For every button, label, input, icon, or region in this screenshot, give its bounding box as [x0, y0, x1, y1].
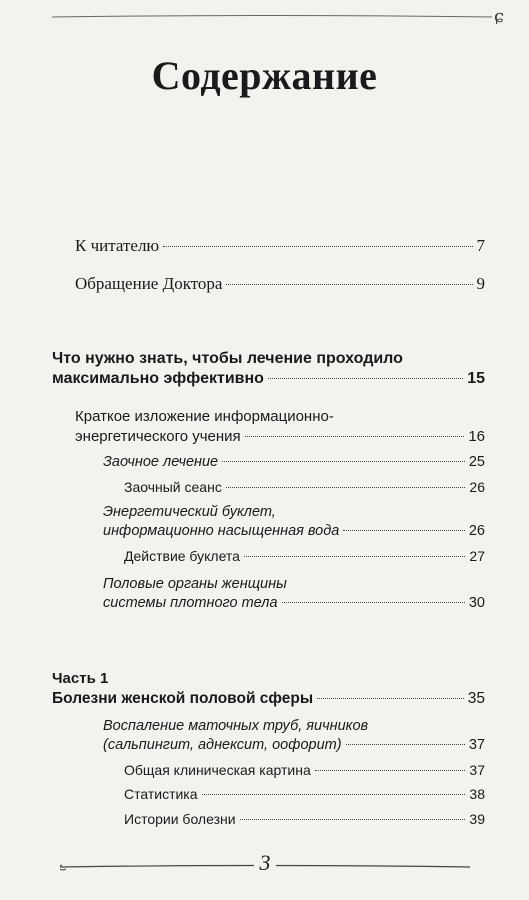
- toc-entry-organs[interactable]: [103, 595, 485, 611]
- leader-dots: [282, 602, 465, 603]
- toc-section-intro-line1[interactable]: Что нужно знать, чтобы лечение проходило: [52, 350, 403, 367]
- leader-dots: [315, 770, 466, 771]
- toc-entry-summary-line1[interactable]: Краткое изложение информационно-: [75, 408, 334, 425]
- toc-entry-doctor[interactable]: [75, 274, 485, 294]
- toc-entry-reader[interactable]: [75, 236, 485, 256]
- toc-entry-label: максимально эффективно: [52, 370, 264, 387]
- toc-entry-page: 25: [468, 454, 485, 470]
- toc-entry-label: Общая клиническая картина: [124, 762, 311, 778]
- toc-entry-remote-session[interactable]: [124, 479, 485, 495]
- toc-entry-label: Заочное лечение: [103, 454, 219, 470]
- toc-entry-clinical-picture[interactable]: [124, 762, 485, 778]
- leader-dots: [343, 530, 465, 531]
- toc-entry-page: 15: [467, 370, 485, 387]
- toc-entry-label: системы плотного тела: [103, 595, 278, 611]
- toc-entry-inflammation-line1[interactable]: Воспаление маточных труб, яичников: [103, 718, 369, 734]
- toc-entry-label: Заочный сеанс: [124, 479, 222, 495]
- toc-entry-page: 38: [469, 786, 485, 802]
- toc-entry-page: 9: [476, 274, 485, 293]
- toc-entry-label: К читателю: [75, 236, 160, 255]
- toc-part-1[interactable]: [52, 690, 485, 708]
- toc-entry-page: 30: [468, 595, 485, 611]
- toc-entry-remote-treatment[interactable]: [103, 454, 485, 470]
- toc-entry-label: Истории болезни: [124, 811, 236, 827]
- toc-section-intro[interactable]: [52, 370, 485, 388]
- toc-entry-label: Обращение Доктора: [75, 274, 223, 293]
- leader-dots: [317, 698, 464, 699]
- leader-dots: [202, 794, 466, 795]
- top-ornament-rule: [52, 14, 492, 20]
- toc-entry-booklet-effect[interactable]: [124, 548, 485, 564]
- toc-entry-summary[interactable]: [75, 428, 485, 445]
- toc-entry-case-histories[interactable]: [124, 811, 485, 827]
- toc-entry-page: 26: [468, 523, 485, 539]
- toc-entry-page: 37: [469, 762, 485, 778]
- toc-entry-organs-line1[interactable]: Половые органы женщины: [103, 576, 287, 592]
- leader-dots: [226, 284, 472, 285]
- top-right-flourish-icon: ɕ: [494, 6, 505, 27]
- page-number: 3: [254, 850, 276, 876]
- toc-entry-booklet[interactable]: [103, 523, 485, 539]
- toc-entry-page: 7: [476, 236, 485, 255]
- toc-entry-page: 27: [469, 548, 485, 564]
- toc-entry-booklet-line1[interactable]: Энергетический буклет,: [103, 504, 276, 520]
- leader-dots: [222, 461, 465, 462]
- leader-dots: [226, 487, 466, 488]
- toc-entry-page: 37: [468, 737, 485, 753]
- toc-entry-label: информационно насыщенная вода: [103, 523, 340, 539]
- toc-entry-label: Болезни женской половой сферы: [52, 690, 314, 707]
- toc-entry-page: 16: [468, 428, 485, 445]
- leader-dots: [244, 556, 465, 557]
- leader-dots: [240, 819, 466, 820]
- toc-entry-page: 39: [469, 811, 485, 827]
- toc-entry-label: энергетического учения: [75, 428, 241, 445]
- leader-dots: [346, 744, 465, 745]
- toc-entry-label: Действие буклета: [124, 548, 240, 564]
- toc-entry-label: Статистика: [124, 786, 198, 802]
- leader-dots: [268, 378, 463, 379]
- toc-entry-page: 26: [469, 479, 485, 495]
- leader-dots: [163, 246, 472, 247]
- toc-entry-label: (сальпингит, аднексит, оофорит): [103, 737, 342, 753]
- page-title: Содержание: [151, 53, 378, 98]
- toc-entry-page: 35: [467, 690, 485, 707]
- part-number: Часть 1: [52, 670, 109, 687]
- toc-entry-inflammation[interactable]: [103, 737, 485, 753]
- toc-entry-statistics[interactable]: [124, 786, 485, 802]
- leader-dots: [245, 436, 465, 437]
